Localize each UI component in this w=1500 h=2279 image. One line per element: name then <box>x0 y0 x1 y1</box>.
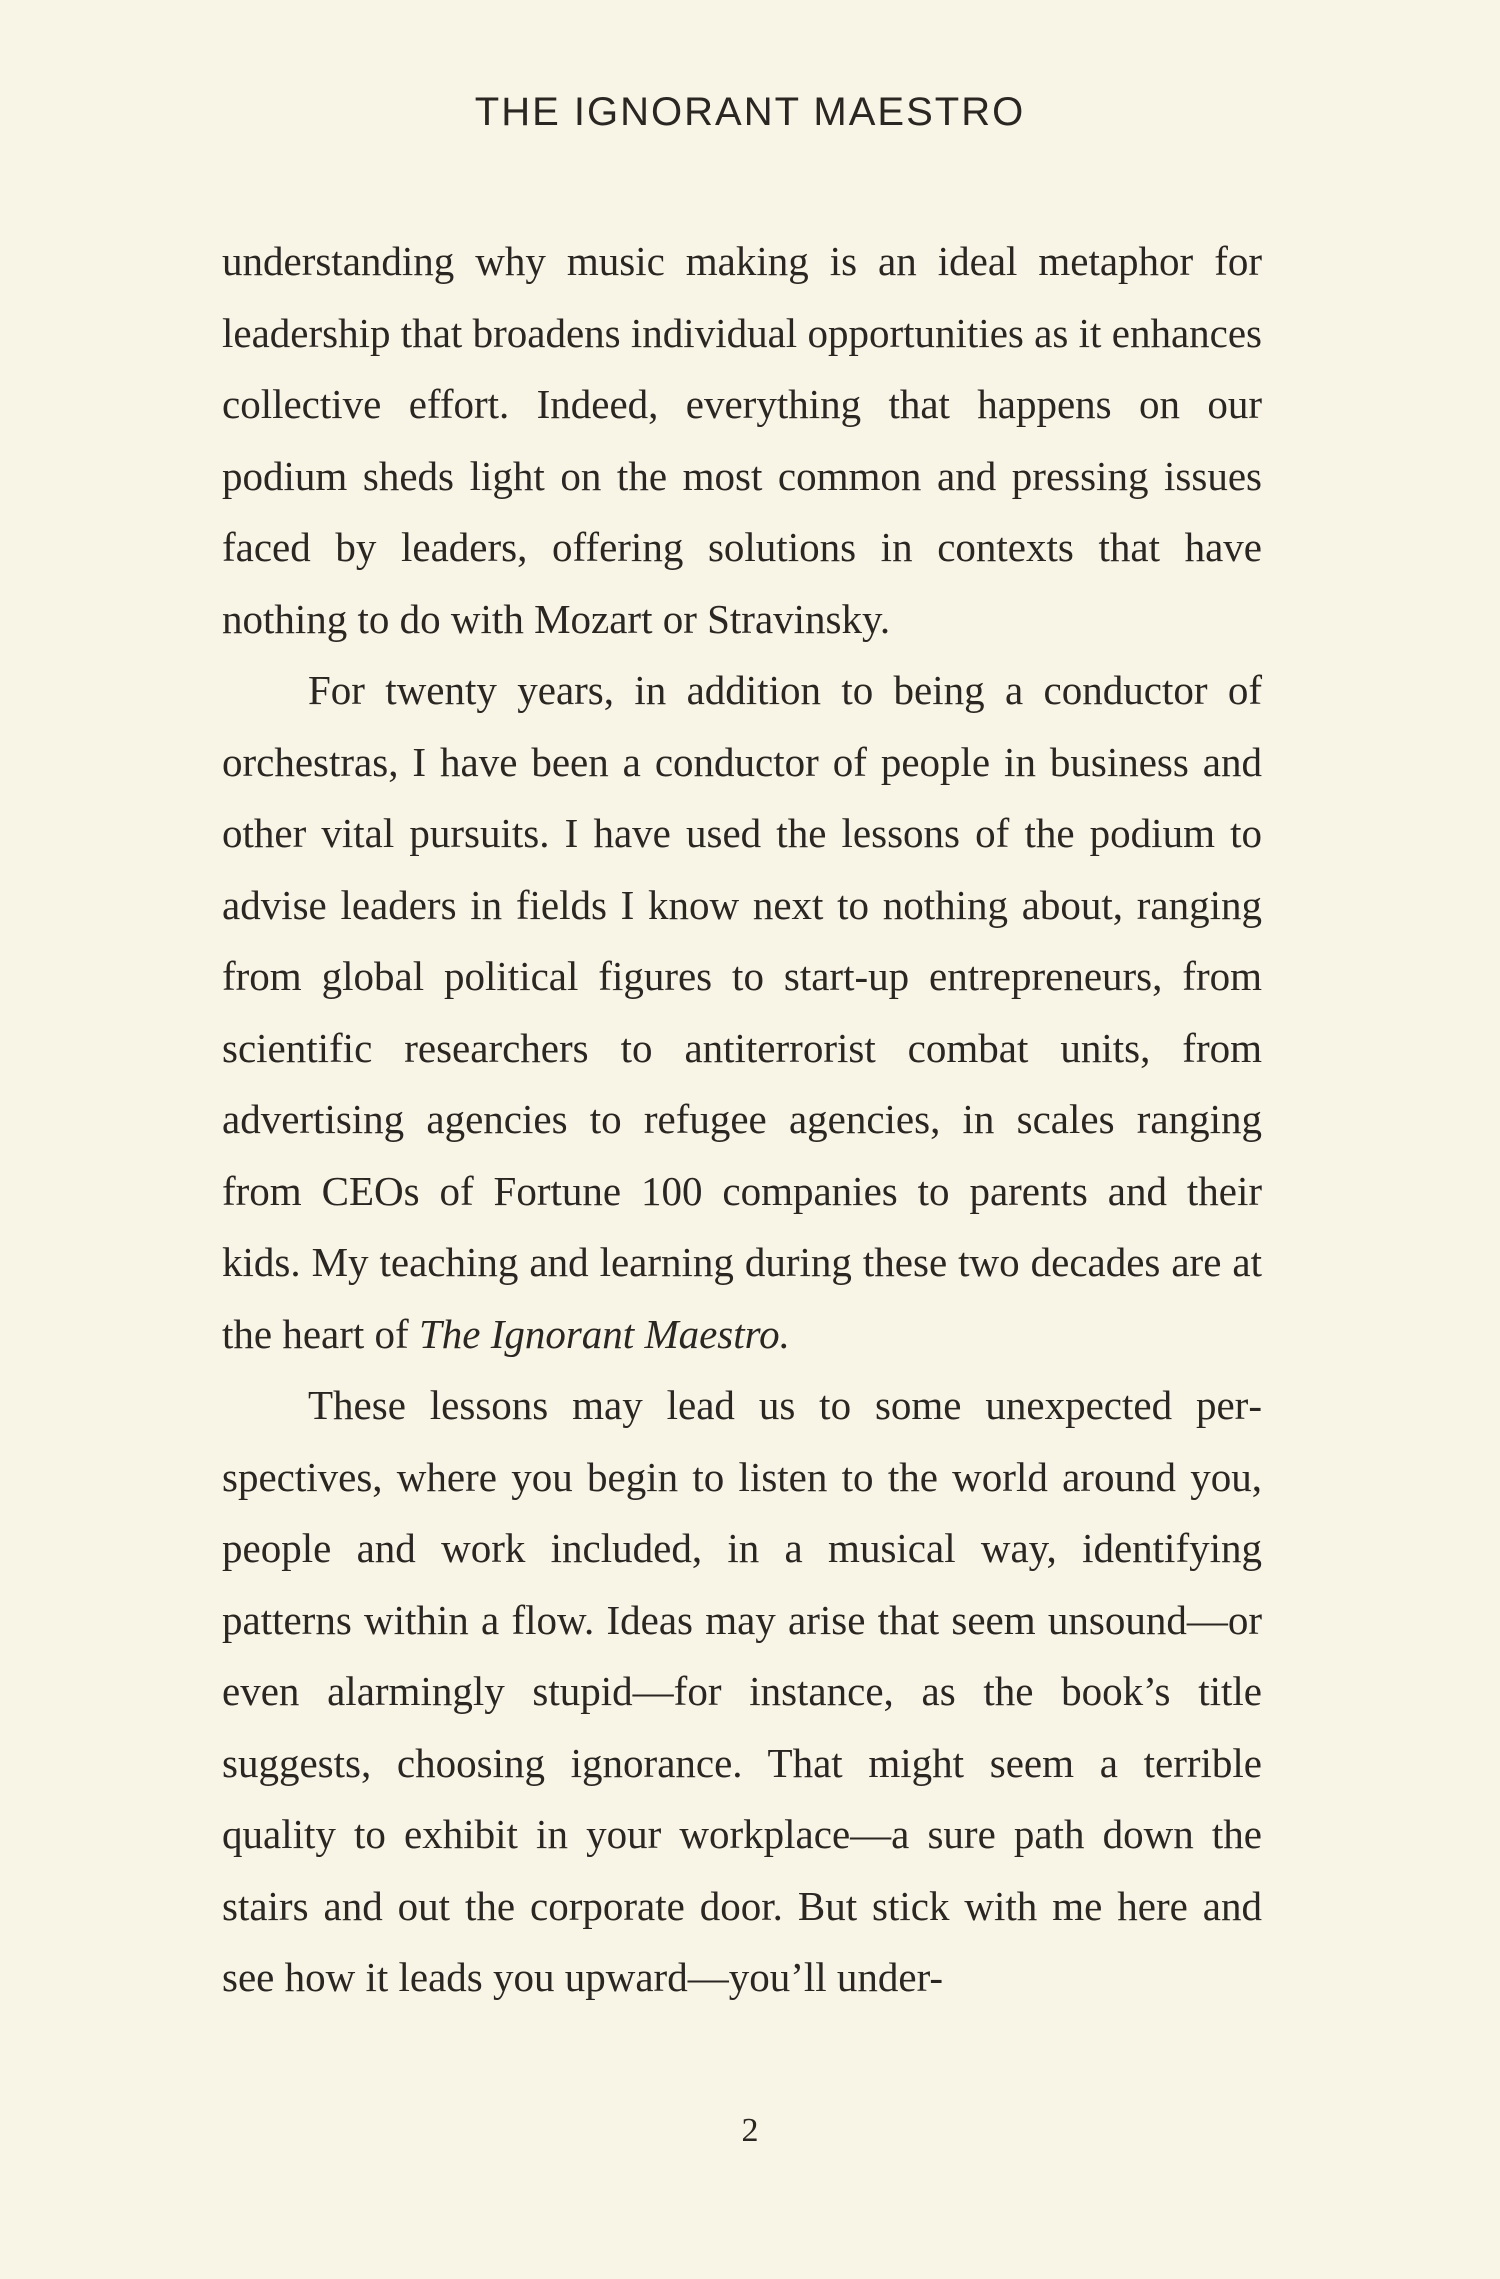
paragraph-1: understanding why music making is an ideal metaphor for leadership that broadens individual opportunities as it enhances collective effort. Indeed, everything that happens on our podium sheds light on the most common and pressing issues faced by leaders, offering solutions in contexts that have nothing to do with Mozart or Stravinsky. <box>222 238 1262 642</box>
paragraph-2 <box>222 655 1262 1370</box>
book-title-italic: The Ignorant Maestro. <box>418 1310 790 1357</box>
running-head: THE IGNORANT MAESTRO <box>474 90 1026 134</box>
paragraph-2-text: For twenty years, in addition to being a conductor of orchestras, I have been a conductor of people in business and other vital pursuits. I have used the lessons of the podium to advise leaders in fields I know next to nothing about, ranging from global political figures to start-up entrepreneurs, from scientific researchers to antiterrorist combat units, from advertising agencies to refugee agencies, in scales ranging from CEOs of Fortune 100 companies to parents and their kids. My teaching and learning during these two decades are at the heart of <box>222 667 1262 1357</box>
body-text <box>222 226 1262 2014</box>
page-number: 2 <box>741 2112 759 2149</box>
paragraph-3: These lessons may lead us to some unexpected perspectives, where you begin to listen to the world around you, people and work included, in a musical way, identifying patterns within a flow. Ideas may arise that seem unsound—or even alarmingly stupid—for instance, as the book’s title suggests, choosing ignorance. That might seem a terrible quality to exhibit in your workplace—a sure path down the stairs and out the corporate door. But stick with me here and see how it leads you upward—you’ll under- <box>222 1382 1262 2000</box>
